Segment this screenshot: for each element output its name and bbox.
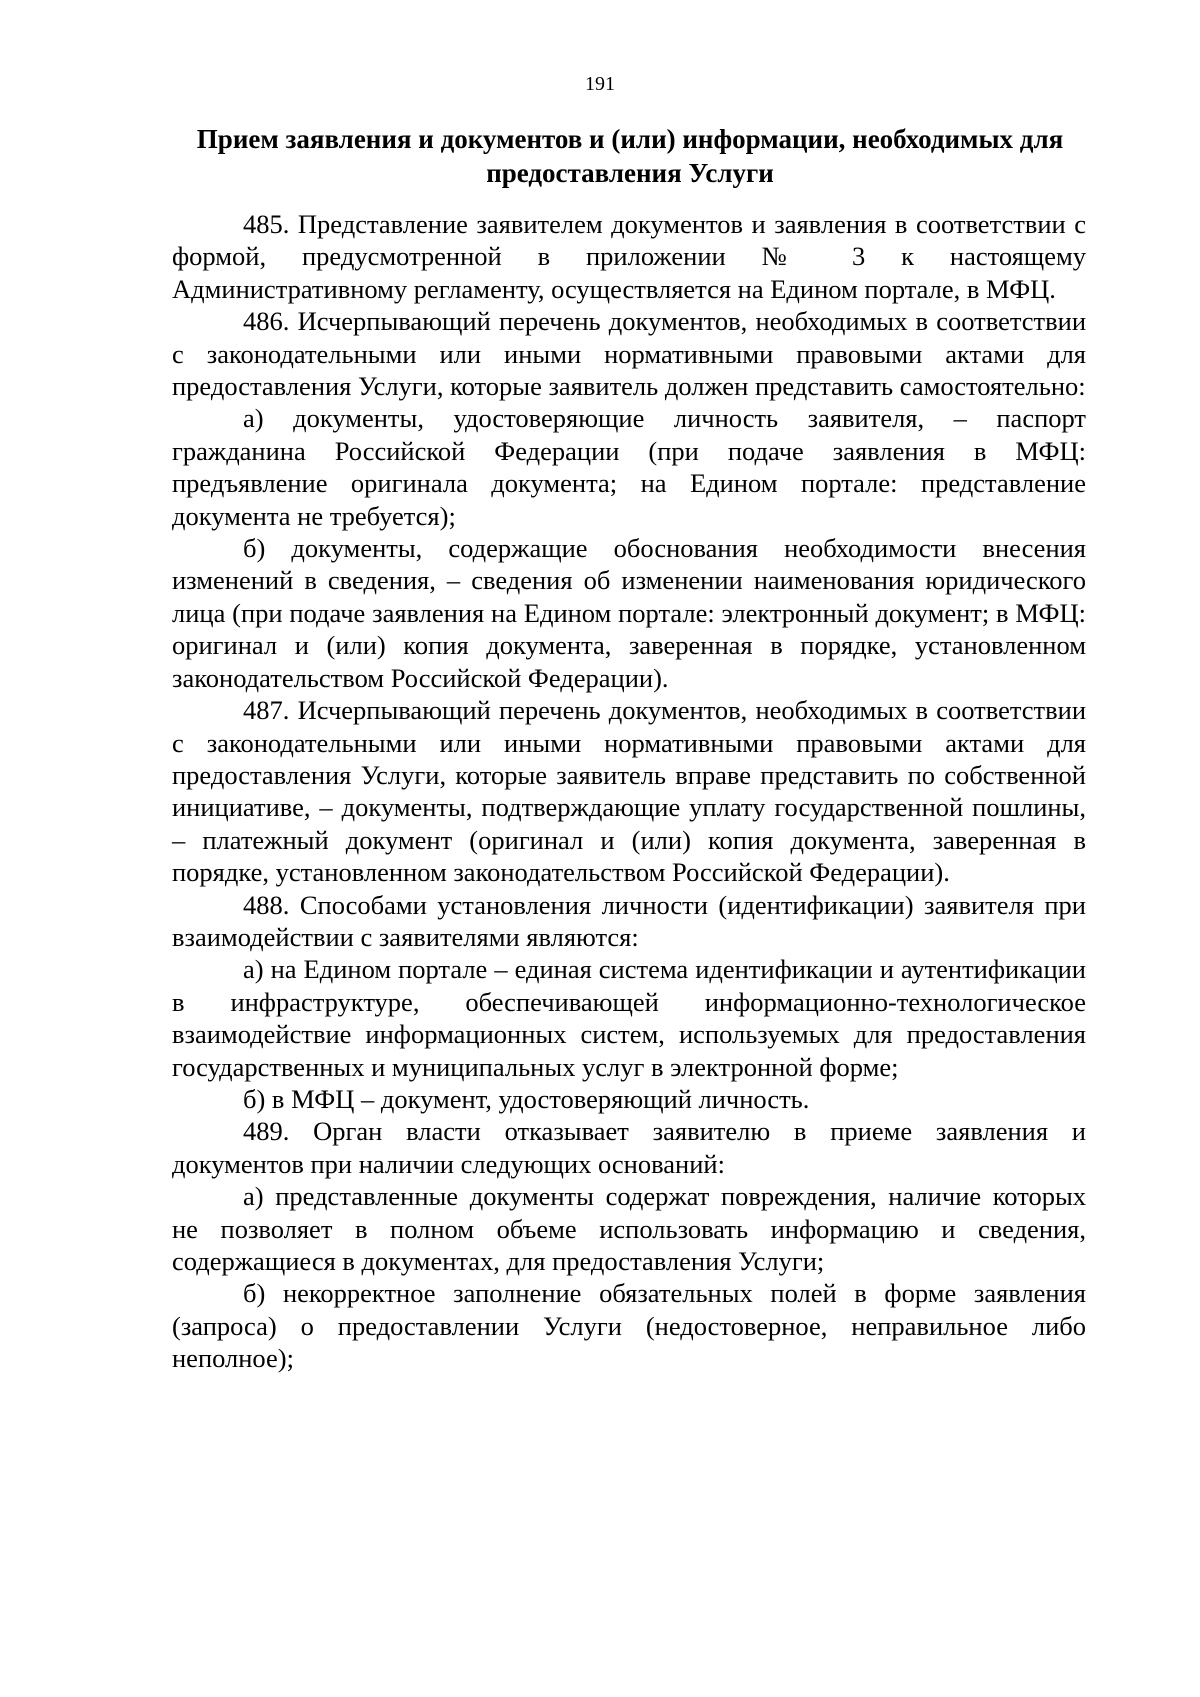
paragraph-487: 487. Исчерпывающий перечень документов, необходимых в соответствии с законодательными или иными нормативными правовыми актами для предоставления Услуги, которые заявитель вправе представить по собственной инициативе, – документы, подтверждающие уплату государственной пошлины, – платежный документ (оригинал и (или) копия документа, заверенная в порядке, установленном законодательством Российской Федерации). <box>172 695 1086 888</box>
paragraph-488: 488. Способами установления личности (идентификации) заявителя при взаимодействии с заявителями являются: <box>172 889 1086 952</box>
paragraph-488-b: б) в МФЦ – документ, удостоверяющий личность. <box>243 1083 810 1114</box>
paragraph-489-b: б) некорректное заполнение обязательных полей в форме заявления (запроса) о предоставлении Услуги (недостоверное, неправильное либо неполное); <box>172 1278 1086 1374</box>
paragraph-486: 486. Исчерпывающий перечень документов, необходимых в соответствии с законодательными или иными нормативными правовыми актами для предоставления Услуги, которые заявитель должен представить самостоятельно: <box>172 306 1086 402</box>
paragraph-486-b: б) документы, содержащие обоснования необходимости внесения изменений в сведения, – сведения об изменении наименования юридического лица (при подаче заявления на Едином портале: электронный документ; в МФЦ: оригинал и (или) копия документа, заверенная в порядке, установленном законодательством Российской Федерации). <box>172 533 1086 693</box>
paragraph-489: 489. Орган власти отказывает заявителю в приеме заявления и документов при наличии следующих оснований: <box>172 1116 1086 1179</box>
paragraph-485: 485. Представление заявителем документов и заявления в соответствии с формой, предусмотренной в приложении № 3 к настоящему Административному регламенту, осуществляется на Едином портале, в МФЦ. <box>172 209 1086 304</box>
paragraph-488-a: а) на Едином портале – единая система идентификации и аутентификации в инфраструктуре, обеспечивающей информационно-технологическое взаимодействие информационных систем, используемых для предоставления государственных и муниципальных услуг в электронной форме; <box>172 954 1086 1082</box>
paragraph-486-a: а) документы, удостоверяющие личность заявителя, – паспорт гражданина Российской Федерации (при подаче заявления в МФЦ: предъявление оригинала документа; на Едином портале: представление документа не требуется); <box>172 403 1086 531</box>
page-number: 191 <box>585 73 615 95</box>
section-title: Прием заявления и документов и (или) информации, необходимых для предоставления Услуги <box>196 124 1064 188</box>
document-body <box>172 208 1086 1375</box>
paragraph-489-a: а) представленные документы содержат повреждения, наличие которых не позволяет в полном объеме использовать информацию и сведения, содержащиеся в документах, для предоставления Услуги; <box>172 1181 1086 1276</box>
